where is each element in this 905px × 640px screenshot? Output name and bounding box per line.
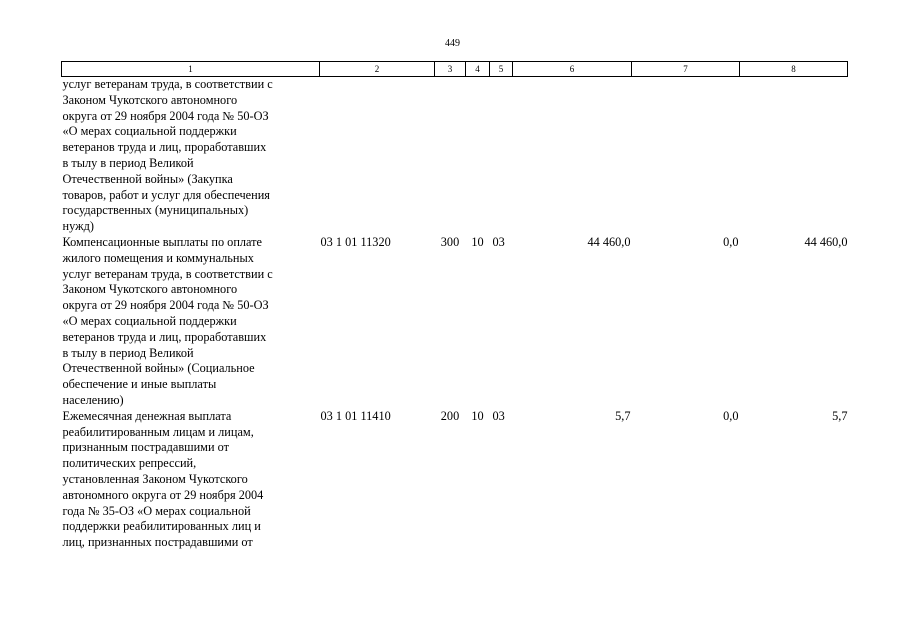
header-col-2: 2 (320, 62, 435, 77)
row-name: Компенсационные выплаты по оплате жилого помещения и коммунальных услуг ветеранам труда, в соответствии с Законом Чукотского автономного округа от 29 ноября 2004 года № 50-ОЗ «О мерах социальной поддержки ветеранов труда и лиц, проработавших в тылу в период Великой Отечественной войны» (Социальное обеспечение и иные выплаты населению) (62, 234, 273, 407)
row-c6 (513, 77, 632, 235)
row-c6: 44 460,0 (587, 234, 631, 249)
row-c5: 03 (492, 234, 505, 249)
table-row (62, 235, 848, 409)
budget-table (61, 61, 848, 551)
table-row (62, 77, 848, 235)
row-name: Ежемесячная денежная выплата реабилитированным лицам и лицам, признанным пострадавшими от политических репрессий, установленная Законом Чукотского автономного округа от 29 ноября 2004 года № 35-ОЗ «О мерах социальной поддержки реабилитированных лиц и лиц, признанных пострадавшими от (62, 408, 264, 550)
header-col-6: 6 (513, 62, 632, 77)
row-code (320, 77, 435, 235)
row-c4 (466, 77, 490, 235)
page-number: 449 (445, 38, 460, 49)
header-col-4: 4 (466, 62, 490, 77)
header-col-7: 7 (632, 62, 740, 77)
table-row (62, 409, 848, 551)
row-c8: 44 460,0 (804, 234, 848, 249)
row-c7 (632, 77, 740, 235)
header-col-3: 3 (435, 62, 466, 77)
row-c4: 10 (471, 234, 484, 249)
header-col-1: 1 (62, 62, 320, 77)
row-code: 03 1 01 11410 (320, 408, 391, 423)
header-col-5: 5 (490, 62, 513, 77)
row-c7: 0,0 (723, 408, 739, 423)
row-c5 (490, 77, 513, 235)
row-c3 (435, 77, 466, 235)
row-c4: 10 (471, 408, 484, 423)
row-code: 03 1 01 11320 (320, 234, 391, 249)
header-col-8: 8 (740, 62, 848, 77)
row-c5: 03 (492, 408, 505, 423)
row-name: услуг ветеранам труда, в соответствии с Законом Чукотского автономного округа от 29 ноября 2004 года № 50-ОЗ «О мерах социальной поддержки ветеранов труда и лиц, проработавших в тылу в период Великой Отечественной войны» (Закупка товаров, работ и услуг для обеспечения государственных (муниципальных) нужд) (62, 77, 273, 234)
row-c8 (740, 77, 848, 235)
row-c7: 0,0 (723, 234, 739, 249)
row-c8: 5,7 (832, 408, 848, 423)
row-c3: 200 (440, 408, 460, 423)
header-row (62, 62, 848, 77)
row-c6: 5,7 (615, 408, 631, 423)
row-c3: 300 (440, 234, 460, 249)
